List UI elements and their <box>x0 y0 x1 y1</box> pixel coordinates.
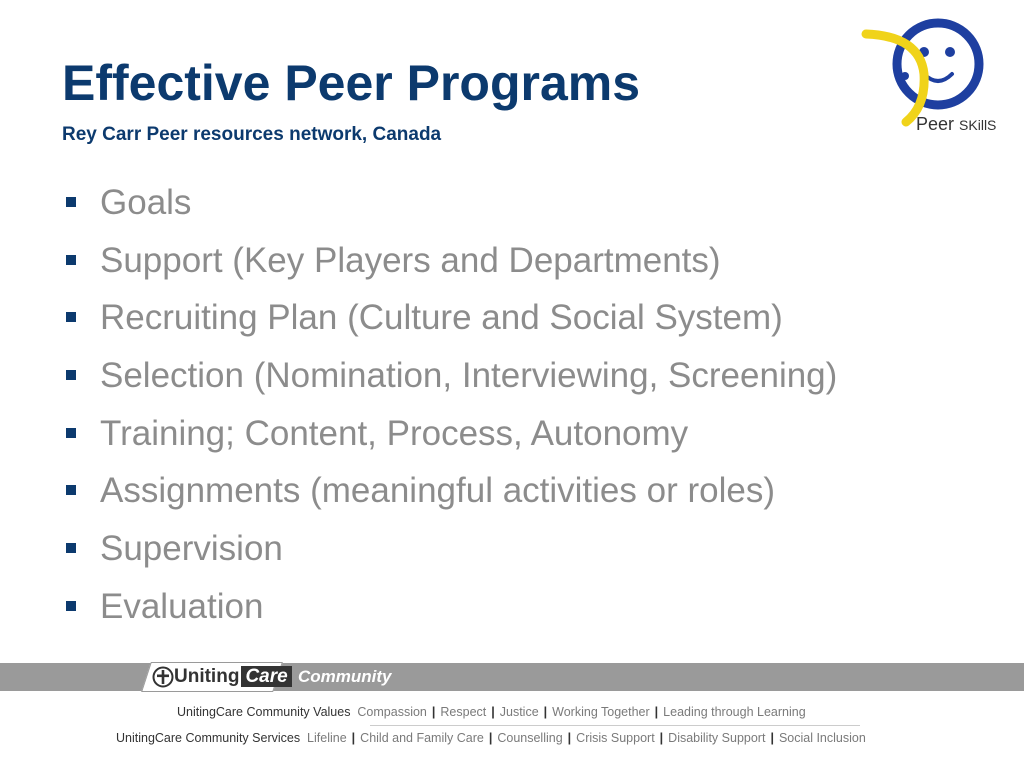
bullet-square-icon <box>66 601 76 611</box>
footer-divider <box>370 725 860 726</box>
separator: | <box>654 705 659 719</box>
bullet-text: Selection (Nomination, Interviewing, Screening) <box>100 356 838 396</box>
bullet-text: Supervision <box>100 529 283 569</box>
logo-word-peer: Peer <box>916 114 955 134</box>
services-line <box>116 731 866 745</box>
value-item: Leading through Learning <box>663 705 806 719</box>
bullet-text: Evaluation <box>100 586 264 626</box>
value-item: Compassion <box>357 705 427 719</box>
value-item: Respect <box>440 705 487 719</box>
bullet-square-icon <box>66 370 76 380</box>
separator: | <box>351 731 356 745</box>
separator: | <box>659 731 664 745</box>
separator: | <box>488 731 493 745</box>
service-item: Social Inclusion <box>778 731 866 745</box>
logo-wordmark <box>916 114 996 135</box>
bullet-list <box>62 182 837 644</box>
bullet-item <box>62 182 837 240</box>
bullet-item <box>62 470 837 528</box>
values-line <box>177 705 806 719</box>
slide-subtitle: Rey Carr Peer resources network, Canada <box>62 124 442 145</box>
bullet-square-icon <box>66 255 76 265</box>
bullet-text: Recruiting Plan (Culture and Social System) <box>100 298 783 338</box>
bullet-text: Assignments (meaningful activities or roles) <box>100 471 775 511</box>
cross-emblem-icon <box>152 666 174 688</box>
service-item: Lifeline <box>307 731 347 745</box>
values-label: UnitingCare Community Values <box>177 705 351 719</box>
brand-care: Care <box>241 666 291 687</box>
bullet-item <box>62 355 837 413</box>
bullet-text: Goals <box>100 183 192 222</box>
slide-title: Effective Peer Programs <box>62 55 641 111</box>
bullet-square-icon <box>66 543 76 553</box>
bullet-text: Training; Content, Process, Autonomy <box>100 413 689 453</box>
bullet-square-icon <box>66 428 76 438</box>
logo-word-skills: SKillS <box>959 117 997 133</box>
bullet-item <box>62 297 837 355</box>
brand-name <box>174 666 292 688</box>
brand-community: Community <box>298 667 392 686</box>
separator: | <box>543 705 548 719</box>
unitingcare-brand <box>138 662 438 692</box>
bullet-square-icon <box>66 312 76 322</box>
bullet-item <box>62 586 837 644</box>
separator: | <box>770 731 774 745</box>
brand-uniting: Uniting <box>174 666 240 687</box>
peer-skills-logo <box>860 10 1020 142</box>
separator: | <box>567 731 572 745</box>
separator: | <box>491 705 495 719</box>
bullet-item <box>62 413 837 471</box>
service-item: Crisis Support <box>576 731 655 745</box>
services-label: UnitingCare Community Services <box>116 731 301 745</box>
bullet-square-icon <box>66 197 76 207</box>
value-item: Justice <box>499 705 539 719</box>
service-item: Counselling <box>497 731 563 745</box>
bullet-item <box>62 528 837 586</box>
service-item: Disability Support <box>668 731 766 745</box>
bullet-text: Support (Key Players and Departments) <box>100 240 721 280</box>
service-item: Child and Family Care <box>360 731 484 745</box>
value-item: Working Together <box>552 705 650 719</box>
separator: | <box>431 705 436 719</box>
bullet-item <box>62 240 837 298</box>
bullet-square-icon <box>66 485 76 495</box>
